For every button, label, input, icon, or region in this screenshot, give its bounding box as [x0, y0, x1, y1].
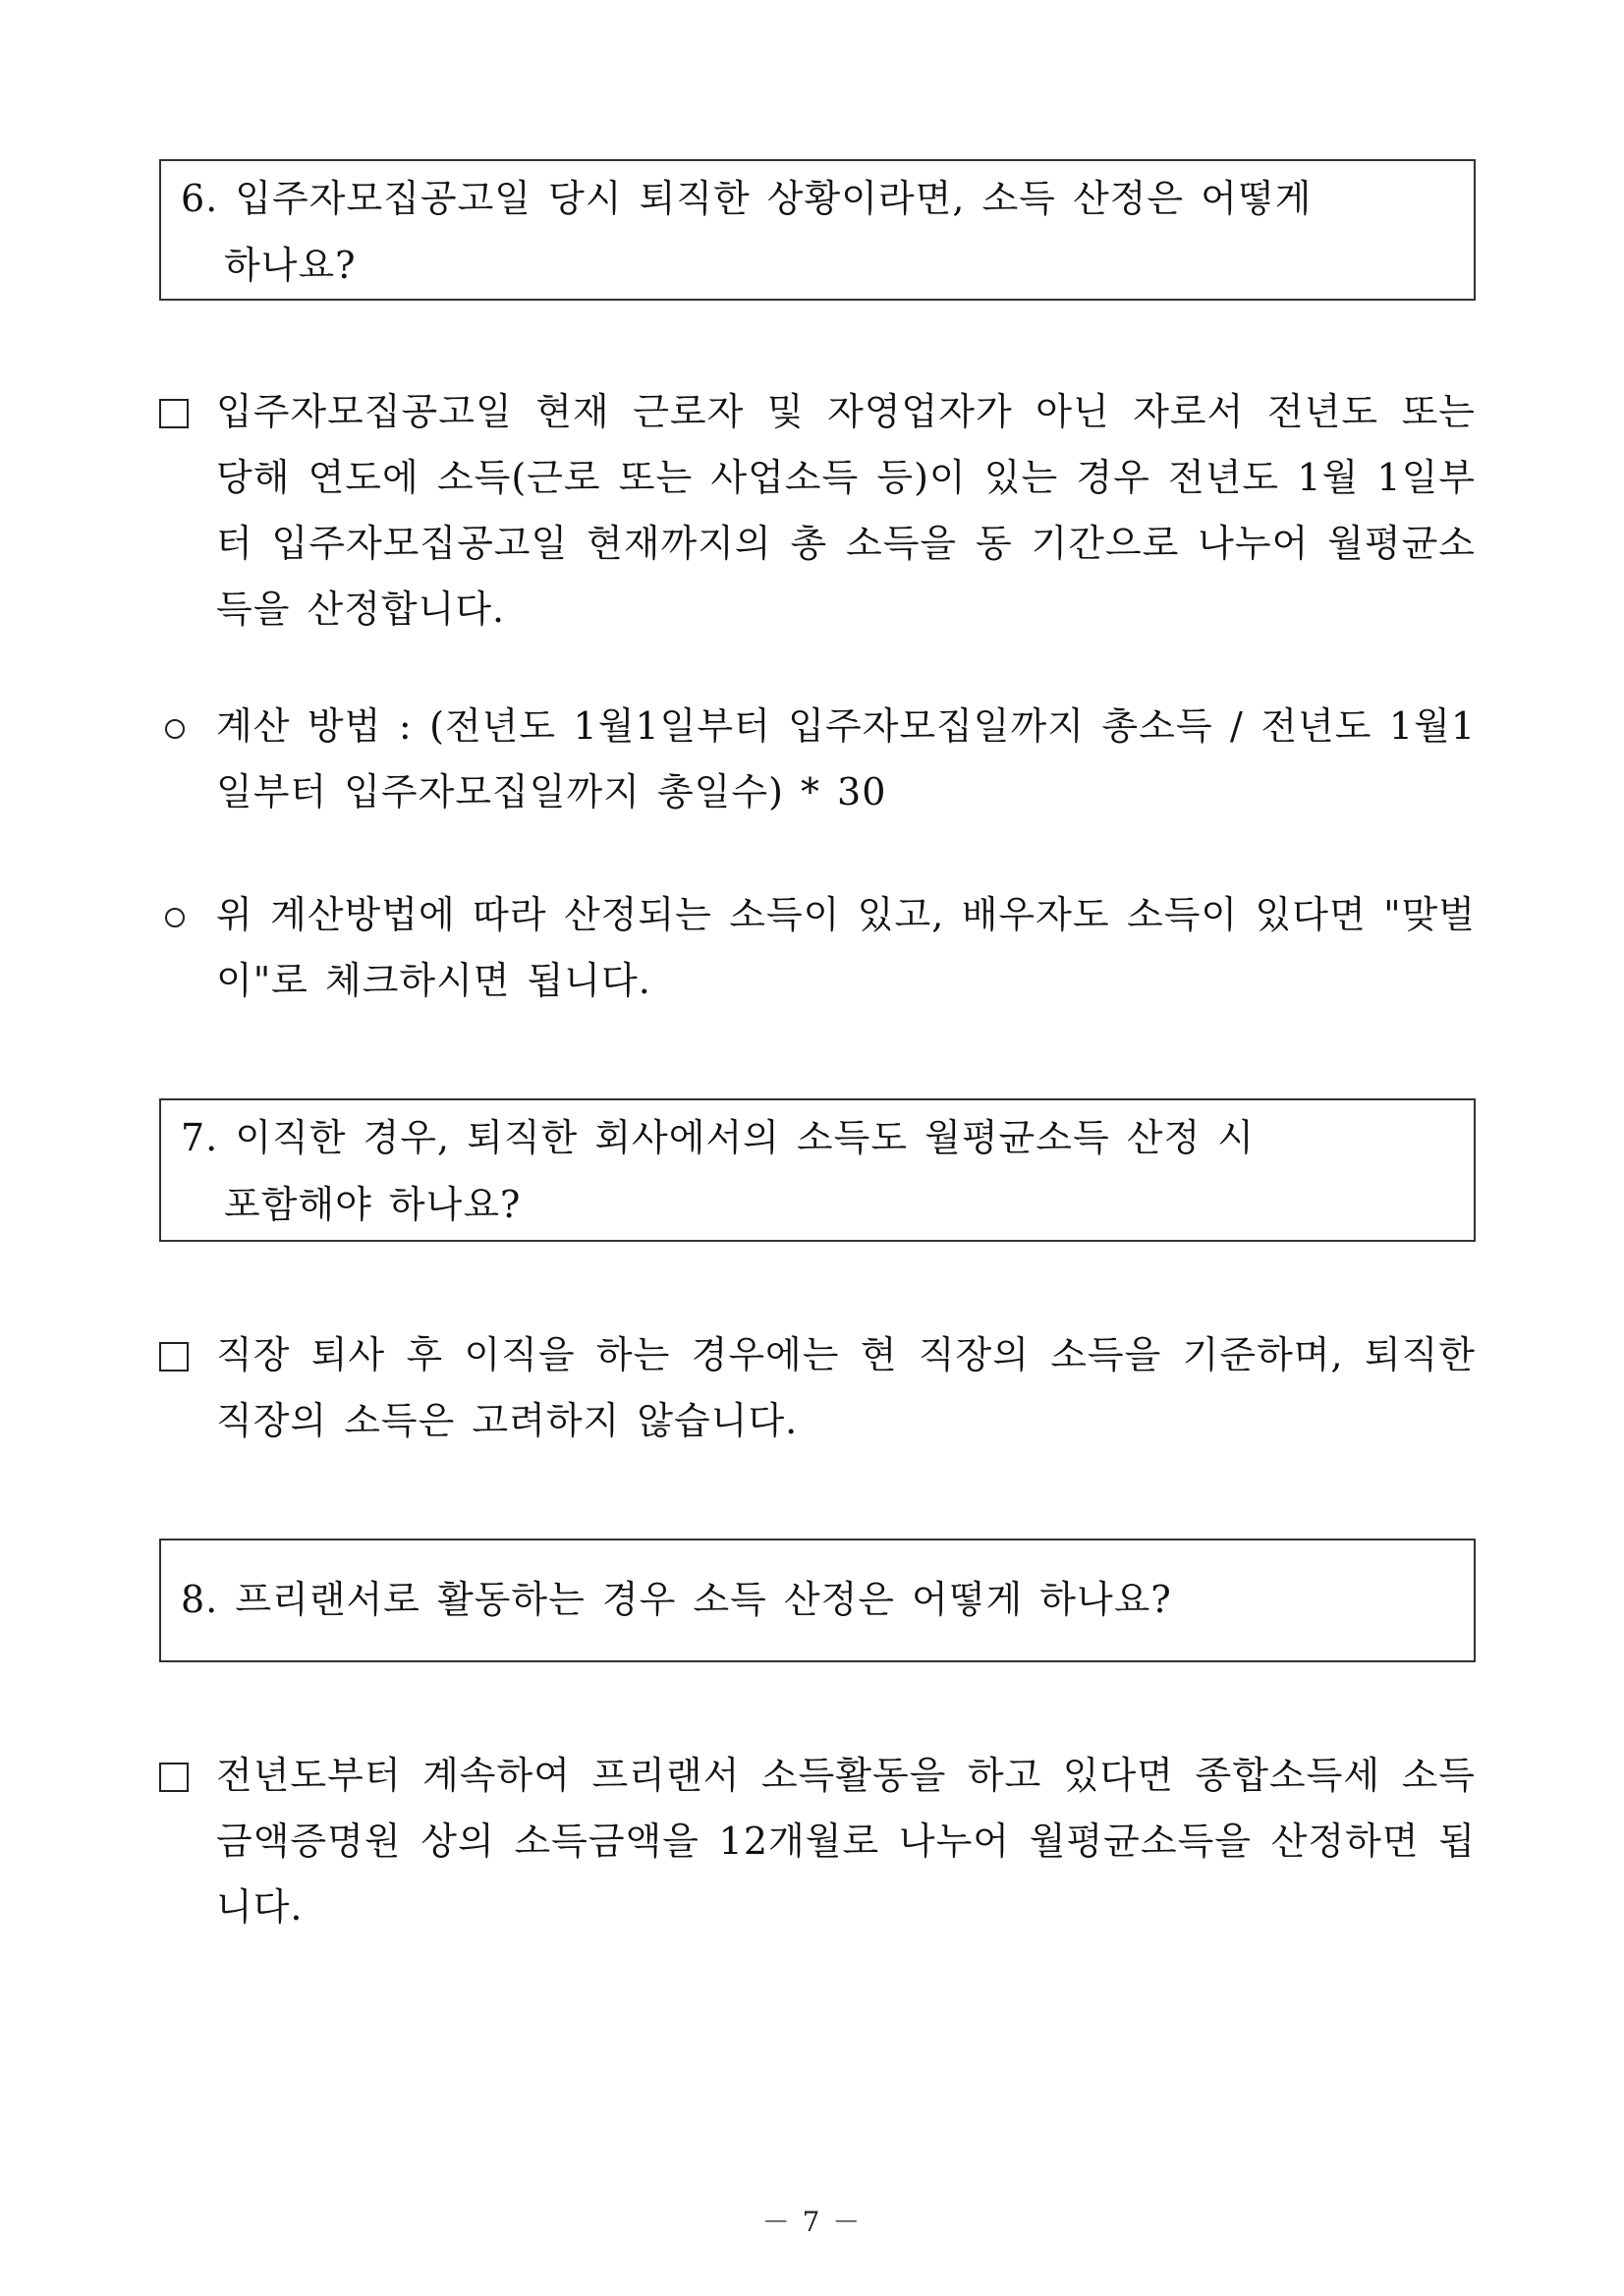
question-box-6 [159, 159, 1476, 301]
answer-7-main-text: 직장 퇴사 후 이직을 하는 경우에는 현 직장의 소득을 기준하며, 퇴직한 직장의 소득은 고려하지 않습니다. [216, 1333, 1476, 1442]
question-6-line1: 6. 입주자모집공고일 당시 퇴직한 상황이라면, 소득 산정은 어떻게 [181, 177, 1313, 220]
question-8-line1: 8. 프리랜서로 활동하는 경우 소득 산정은 어떻게 하나요? [181, 1578, 1172, 1621]
answer-8-main [159, 1743, 1476, 1939]
answer-6-main-text: 입주자모집공고일 현재 근로자 및 자영업자가 아닌 자로서 전년도 또는 당해 연도에 소득(근로 또는 사업소득 등)이 있는 경우 전년도 1월 1일부터 입주자모집공고일 현재까지의 총 소득을 동 기간으로 나누어 월평균소득을 산정합니다. [216, 390, 1476, 631]
circle-bullet-icon [159, 882, 214, 948]
answer-6-calc [159, 694, 1476, 825]
question-7-line2: 포함해야 하나요? [224, 1183, 522, 1226]
question-6-line2: 하나요? [224, 244, 357, 287]
answer-7-main [159, 1322, 1476, 1454]
question-box-7 [159, 1098, 1476, 1242]
answer-6-main [159, 379, 1476, 644]
answer-6-note [159, 882, 1476, 1014]
question-7-text [181, 1104, 1462, 1238]
square-bullet-icon [159, 1322, 214, 1392]
square-bullet-icon [159, 1743, 214, 1813]
answer-6-calc-text: 계산 방법 : (전년도 1월1일부터 입주자모집일까지 총소득 / 전년도 1월1일부터 입주자모집일까지 총일수) * 30 [216, 704, 1476, 813]
square-bullet-icon [159, 379, 214, 449]
circle-bullet-icon [159, 694, 214, 759]
page-number: － 7 － [761, 2206, 863, 2238]
answer-6-note-text: 위 계산방법에 따라 산정되는 소득이 있고, 배우자도 소득이 있다면 "맞벌이"로 체크하시면 됩니다. [216, 893, 1476, 1002]
question-box-8 [159, 1539, 1476, 1662]
question-7-line1: 7. 이직한 경우, 퇴직한 회사에서의 소득도 월평균소득 산정 시 [181, 1116, 1255, 1159]
question-8-text [181, 1566, 1462, 1633]
answer-8-main-text: 전년도부터 계속하여 프리랜서 소득활동을 하고 있다면 종합소득세 소득금액증명원 상의 소득금액을 12개월로 나누어 월평균소득을 산정하면 됩니다. [216, 1754, 1476, 1929]
question-6-text [181, 165, 1462, 299]
